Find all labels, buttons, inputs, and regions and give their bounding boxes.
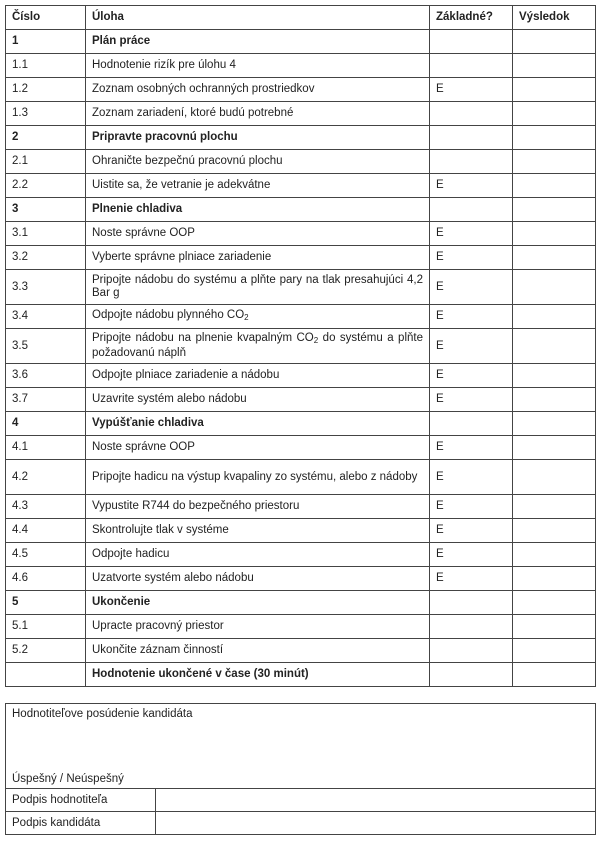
row-result[interactable]: [513, 329, 596, 364]
table-row: [6, 246, 596, 270]
row-task-text: Odpojte nádobu plynného CO: [92, 309, 245, 321]
row-result[interactable]: [513, 639, 596, 663]
candidate-signature-field[interactable]: [156, 812, 596, 835]
row-task: [86, 305, 430, 329]
row-result[interactable]: [513, 388, 596, 412]
row-task: Vyberte správne plniace zariadenie: [86, 246, 430, 270]
row-result[interactable]: [513, 412, 596, 436]
header-result: Výsledok: [513, 6, 596, 30]
row-number: 3: [6, 198, 86, 222]
row-task: Vypustite R744 do bezpečného priestoru: [86, 495, 430, 519]
row-result[interactable]: [513, 615, 596, 639]
row-basic: E: [430, 305, 513, 329]
row-result[interactable]: [513, 54, 596, 78]
subscript: 2: [313, 336, 319, 345]
row-result[interactable]: [513, 436, 596, 460]
row-number: 4.6: [6, 567, 86, 591]
header-number: Číslo: [6, 6, 86, 30]
table-row: [6, 460, 596, 495]
section-row: [6, 30, 596, 54]
row-basic: E: [430, 543, 513, 567]
row-result[interactable]: [513, 495, 596, 519]
row-task: Noste správne OOP: [86, 436, 430, 460]
row-result[interactable]: [513, 460, 596, 495]
row-result[interactable]: [513, 222, 596, 246]
row-result[interactable]: [513, 543, 596, 567]
row-basic: E: [430, 329, 513, 364]
table-row: [6, 54, 596, 78]
table-row: [6, 436, 596, 460]
row-basic: E: [430, 567, 513, 591]
table-row: [6, 102, 596, 126]
header-task: Úloha: [86, 6, 430, 30]
row-number: 3.5: [6, 329, 86, 364]
row-task-text: Pripojte nádobu na plnenie kvapalným CO: [92, 332, 314, 344]
row-task: Plnenie chladiva: [86, 198, 430, 222]
row-task: Hodnotenie rizík pre úlohu 4: [86, 54, 430, 78]
row-result[interactable]: [513, 567, 596, 591]
row-task-text-after: do systému a plňte požadovanú náplň: [92, 332, 423, 359]
row-result[interactable]: [513, 78, 596, 102]
row-task: Ukončite záznam činností: [86, 639, 430, 663]
row-result[interactable]: [513, 591, 596, 615]
row-result[interactable]: [513, 30, 596, 54]
row-basic: [430, 30, 513, 54]
row-number: 1.3: [6, 102, 86, 126]
row-basic: [430, 198, 513, 222]
row-result[interactable]: [513, 270, 596, 305]
row-number: [6, 663, 86, 687]
table-row: [6, 567, 596, 591]
row-result[interactable]: [513, 364, 596, 388]
row-basic: [430, 639, 513, 663]
table-row: [6, 305, 596, 329]
row-task: Zoznam zariadení, ktoré budú potrebné: [86, 102, 430, 126]
row-basic: E: [430, 364, 513, 388]
row-task: Upracte pracovný priestor: [86, 615, 430, 639]
table-row: [6, 222, 596, 246]
row-number: 1: [6, 30, 86, 54]
row-task: Pripojte hadicu na výstup kvapaliny zo systému, alebo z nádoby: [86, 460, 430, 495]
table-row: [6, 174, 596, 198]
row-number: 4: [6, 412, 86, 436]
row-number: 5: [6, 591, 86, 615]
row-result[interactable]: [513, 198, 596, 222]
row-number: 4.1: [6, 436, 86, 460]
subscript: 2: [244, 313, 249, 322]
row-basic: E: [430, 519, 513, 543]
row-number: 4.5: [6, 543, 86, 567]
row-basic: [430, 54, 513, 78]
assessor-signature-label: Podpis hodnotiteľa: [6, 789, 156, 812]
row-result[interactable]: [513, 305, 596, 329]
row-basic: E: [430, 246, 513, 270]
row-basic: [430, 412, 513, 436]
row-number: 2.1: [6, 150, 86, 174]
row-task: Skontrolujte tlak v systéme: [86, 519, 430, 543]
candidate-signature-label: Podpis kandidáta: [6, 812, 156, 835]
table-row: [6, 388, 596, 412]
row-basic: [430, 150, 513, 174]
row-basic: E: [430, 222, 513, 246]
row-task: Ohraničte bezpečnú pracovnú plochu: [86, 150, 430, 174]
section-row: [6, 412, 596, 436]
row-number: 3.2: [6, 246, 86, 270]
outcome-label: Úspešný / Neúspešný: [12, 773, 124, 785]
row-number: 1.1: [6, 54, 86, 78]
section-row: [6, 198, 596, 222]
row-number: 5.1: [6, 615, 86, 639]
row-basic: [430, 126, 513, 150]
section-row: [6, 663, 596, 687]
row-task: Pripojte nádobu do systému a plňte pary na tlak presahujúci 4,2 Bar g: [86, 270, 430, 305]
section-row: [6, 126, 596, 150]
row-number: 3.3: [6, 270, 86, 305]
row-task: Hodnotenie ukončené v čase (30 minút): [86, 663, 430, 687]
row-basic: [430, 591, 513, 615]
row-number: 3.7: [6, 388, 86, 412]
row-basic: E: [430, 388, 513, 412]
table-row: [6, 543, 596, 567]
table-row: [6, 495, 596, 519]
row-number: 4.2: [6, 460, 86, 495]
row-basic: [430, 102, 513, 126]
row-number: 3.1: [6, 222, 86, 246]
table-row: [6, 639, 596, 663]
row-number: 2.2: [6, 174, 86, 198]
assessor-judgement-title: Hodnotiteľove posúdenie kandidáta: [12, 708, 193, 720]
row-result[interactable]: [513, 174, 596, 198]
row-result[interactable]: [513, 150, 596, 174]
table-header-row: [6, 6, 596, 30]
row-task: Uzatvorte systém alebo nádobu: [86, 567, 430, 591]
assessment-table: [5, 703, 596, 835]
row-number: 5.2: [6, 639, 86, 663]
row-result[interactable]: [513, 246, 596, 270]
row-result[interactable]: [513, 519, 596, 543]
row-task: Uistite sa, že vetranie je adekvátne: [86, 174, 430, 198]
row-task: Odpojte hadicu: [86, 543, 430, 567]
row-basic: E: [430, 460, 513, 495]
row-task: Uzavrite systém alebo nádobu: [86, 388, 430, 412]
row-basic: E: [430, 174, 513, 198]
row-task: Plán práce: [86, 30, 430, 54]
row-basic: [430, 663, 513, 687]
table-row: [6, 270, 596, 305]
row-task: Noste správne OOP: [86, 222, 430, 246]
row-task: Odpojte plniace zariadenie a nádobu: [86, 364, 430, 388]
section-row: [6, 591, 596, 615]
row-result[interactable]: [513, 126, 596, 150]
row-number: 1.2: [6, 78, 86, 102]
table-row: [6, 150, 596, 174]
row-basic: E: [430, 495, 513, 519]
table-row: [6, 329, 596, 364]
task-checklist-table: [5, 5, 596, 687]
row-number: 2: [6, 126, 86, 150]
row-result[interactable]: [513, 663, 596, 687]
table-row: [6, 615, 596, 639]
row-task: Zoznam osobných ochranných prostriedkov: [86, 78, 430, 102]
row-basic: E: [430, 436, 513, 460]
row-number: 4.4: [6, 519, 86, 543]
row-number: 3.4: [6, 305, 86, 329]
row-task: Ukončenie: [86, 591, 430, 615]
row-basic: E: [430, 270, 513, 305]
row-result[interactable]: [513, 102, 596, 126]
assessor-signature-field[interactable]: [156, 789, 596, 812]
table-row: [6, 78, 596, 102]
row-task: Pripravte pracovnú plochu: [86, 126, 430, 150]
row-task: Vypúšťanie chladiva: [86, 412, 430, 436]
row-basic: [430, 615, 513, 639]
assessor-judgement-box[interactable]: [6, 704, 596, 789]
row-task: [86, 329, 430, 364]
row-basic: E: [430, 78, 513, 102]
table-row: [6, 364, 596, 388]
header-basic: Základné?: [430, 6, 513, 30]
table-row: [6, 519, 596, 543]
row-number: 3.6: [6, 364, 86, 388]
row-number: 4.3: [6, 495, 86, 519]
